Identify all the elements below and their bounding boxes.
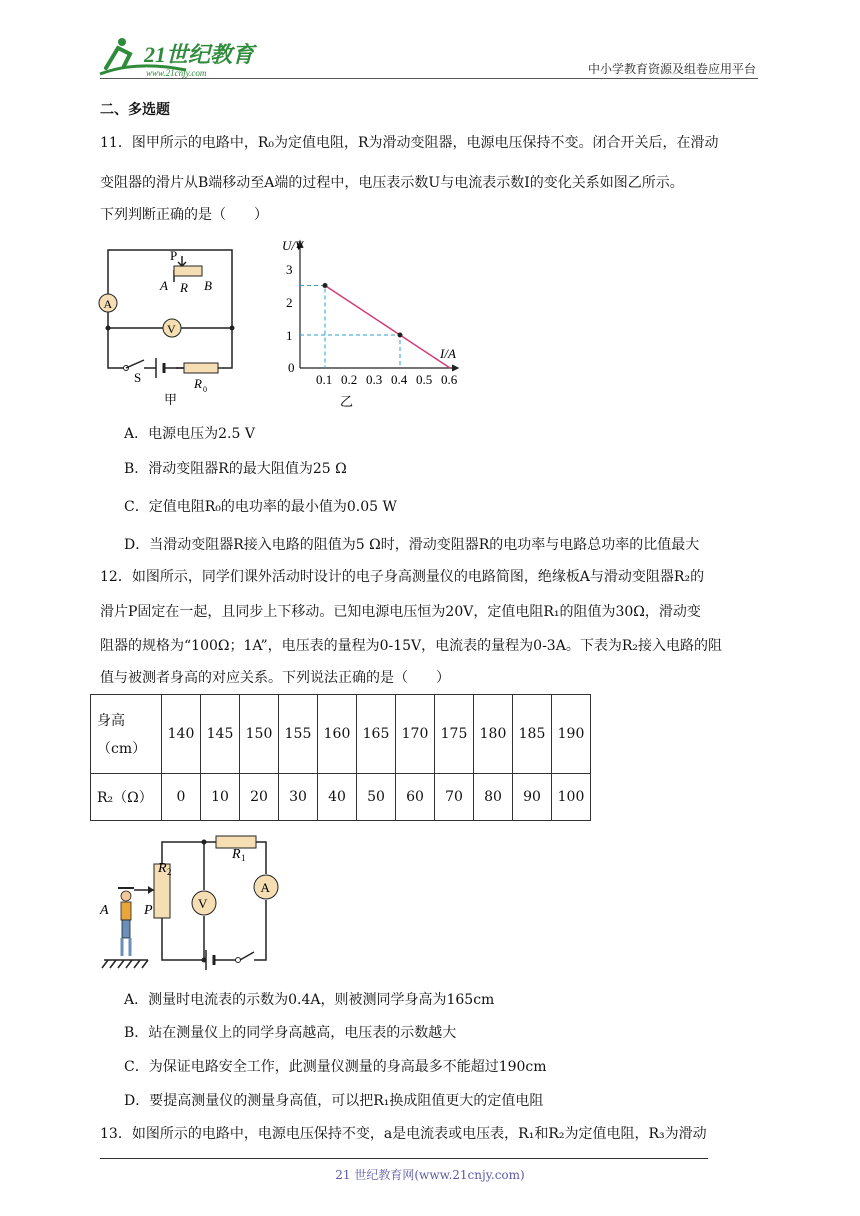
table-header-r2: R₂（Ω）: [91, 774, 162, 821]
ammeter-label-2: A: [260, 880, 270, 895]
table-cell: 150: [240, 695, 279, 774]
table-cell: 185: [513, 695, 552, 774]
r0-label: R: [194, 376, 202, 391]
table-cell: 90: [513, 774, 552, 821]
r2-subscript: 2: [167, 867, 172, 877]
ground-icon: [102, 960, 148, 968]
logo-url: www.21cnjy.com: [146, 68, 207, 78]
q13-line1: 13．如图所示的电路中，电源电压保持不变，a是电流表或电压表，R₁和R₂为定值电阻，R₃为滑动: [100, 1126, 707, 1142]
guide-line: [300, 286, 325, 369]
y-tick-label: 1: [286, 328, 293, 343]
label-b: B: [204, 278, 212, 293]
table-cell: 160: [318, 695, 357, 774]
table-cell: 155: [279, 695, 318, 774]
q12-line1: 12．如图所示，同学们课外活动时设计的电子身高测量仪的电路简图，绝缘板A与滑动变阻器R₂的: [100, 569, 705, 585]
q11-option-b: B．滑动变阻器R的最大阻值为25 Ω: [124, 461, 347, 477]
height-meter-circuit: [96, 826, 296, 974]
q12-line4: 值与被测者身高的对应关系。下列说法正确的是（ ）: [100, 670, 450, 686]
r2-label: R: [158, 861, 167, 876]
r1-subscript: 1: [241, 853, 246, 863]
q11-option-c: C．定值电阻R₀的电功率的最小值为0.05 W: [124, 499, 397, 515]
table-cell: 140: [162, 695, 201, 774]
r1-label: R: [232, 847, 241, 862]
table-cell: 0: [162, 774, 201, 821]
plate-a-label: A: [100, 903, 109, 918]
chart-xlabel: I/A: [440, 346, 456, 361]
uv-ia-chart: [256, 236, 468, 412]
height-resistance-table: [90, 694, 591, 821]
q12-option-b: B．站在测量仪上的同学身高越高，电压表的示数越大: [124, 1025, 457, 1041]
q11-option-a: A．电源电压为2.5 V: [124, 426, 255, 442]
x-tick-label: 0.3: [366, 372, 383, 387]
circuit-diagram-jia: [96, 238, 246, 410]
resistor-r0: [184, 363, 218, 373]
table-cell: 10: [201, 774, 240, 821]
q12-option-a: A．测量时电流表的示数为0.4A，则被测同学身高为165cm: [124, 992, 495, 1008]
table-cell: 40: [318, 774, 357, 821]
table-row: [91, 774, 591, 821]
q12-line3: 阻器的规格为“100Ω；1A”，电压表的量程为0-15V，电流表的量程为0-3A。下表为R₂接入电路的阻: [100, 638, 722, 654]
switch-icon-2: [240, 952, 254, 960]
switch-icon: [126, 360, 144, 368]
header-divider: [100, 78, 758, 79]
chart-origin: 0: [288, 360, 295, 375]
student-figure-icon: [118, 888, 134, 956]
fig-yi-caption: 乙: [340, 394, 354, 409]
table-cell: 80: [474, 774, 513, 821]
site-logo: [96, 34, 266, 80]
q12-option-c: C．为保证电路安全工作，此测量仪测量的身高最多不能超过190cm: [124, 1059, 547, 1075]
section-title: 二、多选题: [100, 102, 170, 118]
chart-ylabel: U/V: [282, 238, 303, 253]
q11-line2: 变阻器的滑片从B端移动至A端的过程中，电压表示数U与电流表示数I的变化关系如图乙所示。: [100, 175, 684, 191]
q11-line1: 11．图甲所示的电路中，R₀为定值电阻，R为滑动变阻器，电源电压保持不变。闭合开关后，在滑动: [100, 135, 719, 151]
slider-p-label: P: [144, 903, 153, 918]
table-cell: 170: [396, 695, 435, 774]
table-cell: 30: [279, 774, 318, 821]
voltmeter-label-2: V: [198, 896, 208, 911]
x-tick-label: 0.5: [416, 372, 433, 387]
table-row: [91, 695, 591, 774]
table-cell: 70: [435, 774, 474, 821]
table-cell: 50: [357, 774, 396, 821]
header-platform-text: 中小学教育资源及组卷应用平台: [587, 62, 756, 76]
q11-line3: 下列判断正确的是（ ）: [100, 207, 268, 223]
r0-subscript: 0: [203, 385, 207, 394]
footer-divider: [100, 1158, 708, 1159]
logo-text: 21世纪教育: [144, 42, 255, 67]
table-cell: 175: [435, 695, 474, 774]
y-tick-label: 3: [286, 262, 293, 277]
ammeter-label: A: [103, 297, 113, 311]
switch-label: S: [134, 370, 142, 385]
height-label: 身高: [97, 713, 125, 729]
x-tick-label: 0.2: [341, 372, 358, 387]
rheostat-r: [174, 266, 202, 276]
x-tick-label: 0.4: [391, 372, 408, 387]
y-tick-label: 2: [286, 295, 293, 310]
x-tick-label: 0.1: [316, 372, 333, 387]
q11-option-d: D．当滑动变阻器R接入电路的阻值为5 Ω时，滑动变阻器R的电功率与电路总功率的比值最大: [124, 537, 700, 553]
table-cell: 100: [552, 774, 591, 821]
q12-line2: 滑片P固定在一起，且同步上下移动。已知电源电压恒为20V，定值电阻R₁的阻值为30Ω，滑动变: [100, 604, 701, 620]
data-point: [398, 333, 403, 338]
label-r: R: [180, 280, 188, 295]
table-cell: 180: [474, 695, 513, 774]
label-a: A: [160, 278, 168, 293]
series-line: [325, 286, 450, 369]
data-point: [323, 283, 328, 288]
table-cell: 190: [552, 695, 591, 774]
guide-line: [300, 335, 400, 368]
x-tick-label: 0.6: [441, 372, 458, 387]
height-unit: （cm）: [97, 741, 147, 757]
table-cell: 20: [240, 774, 279, 821]
label-p: P: [170, 248, 178, 263]
table-cell: 145: [201, 695, 240, 774]
voltmeter-label: V: [167, 322, 176, 336]
table-header-height: [91, 695, 162, 774]
footer-text: 21 世纪教育网(www.21cnjy.com): [335, 1168, 525, 1182]
table-cell: 60: [396, 774, 435, 821]
fig-jia-caption: 甲: [164, 392, 178, 407]
q12-option-d: D．要提高测量仪的测量身高值，可以把R₁换成阻值更大的定值电阻: [124, 1093, 544, 1109]
table-cell: 165: [357, 695, 396, 774]
